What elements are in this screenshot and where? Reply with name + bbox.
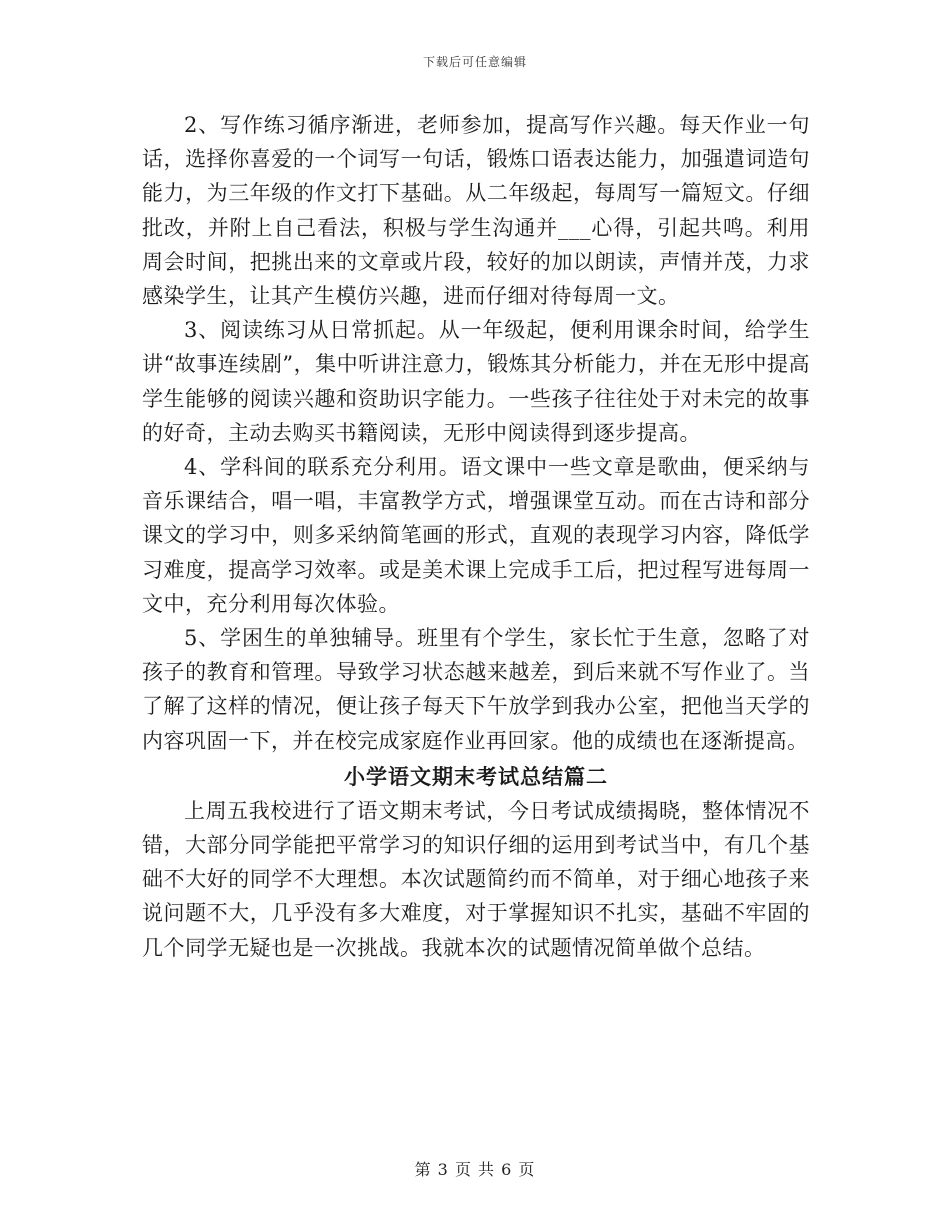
- document-body: [142, 108, 810, 965]
- paragraph-subject-links: 4、学科间的联系充分利用。语文课中一些文章是歌曲，便采纳与音乐课结合，唱一唱，丰富教学方式，增强课堂互动。而在古诗和部分课文的学习中，则多采纳简笔画的形式，直观的表现学习内容，降低学习难度，提高学习效率。或是美术课上完成手工后，把过程写进每周一文中，充分利用每次体验。: [142, 455, 810, 616]
- paragraph-reading-practice: 3、阅读练习从日常抓起。从一年级起，便利用课余时间，给学生讲“故事连续剧”，集中听讲注意力，锻炼其分析能力，并在无形中提高学生能够的阅读兴趣和资助识字能力。一些孩子往往处于对未完的故事的好奇，主动去购买书籍阅读，无形中阅读得到逐步提高。: [142, 318, 810, 445]
- page-footer: 第 3 页 共 6 页: [414, 1160, 536, 1179]
- page-header: 下载后可任意编辑: [422, 55, 527, 69]
- paragraph-tutoring: 5、学困生的单独辅导。班里有个学生，家长忙于生意，忽略了对孩子的教育和管理。导致学习状态越来越差，到后来就不写作业了。当了解了这样的情况，便让孩子每天下午放学到我办公室，把他当天学的内容巩固一下，并在校完成家庭作业再回家。他的成绩也在逐渐提高。: [142, 626, 810, 753]
- paragraph-writing-practice: 2、写作练习循序渐进，老师参加，提高写作兴趣。每天作业一句话，选择你喜爱的一个词写一句话，锻炼口语表达能力，加强遣词造句能力，为三年级的作文打下基础。从二年级起，每周写一篇短文。仔细批改，并附上自己看法，积极与学生沟通并___心得，引起共鸣。利用周会时间，把挑出来的文章或片段，较好的加以朗读，声情并茂，力求感染学生，让其产生模仿兴趣，进而仔细对待每周一文。: [142, 113, 810, 309]
- section-heading: 小学语文期末考试总结篇二: [344, 763, 608, 789]
- paragraph-exam-summary: 上周五我校进行了语文期末考试，今日考试成绩揭晓，整体情况不错，大部分同学能把平常学习的知识仔细的运用到考试当中，有几个基础不大好的同学不大理想。本次试题简约而不简单，对于细心地孩子来说问题不大，几乎没有多大难度，对于掌握知识不扎实，基础不牢固的几个同学无疑也是一次挑战。我就本次的试题情况简单做个总结。: [142, 798, 810, 960]
